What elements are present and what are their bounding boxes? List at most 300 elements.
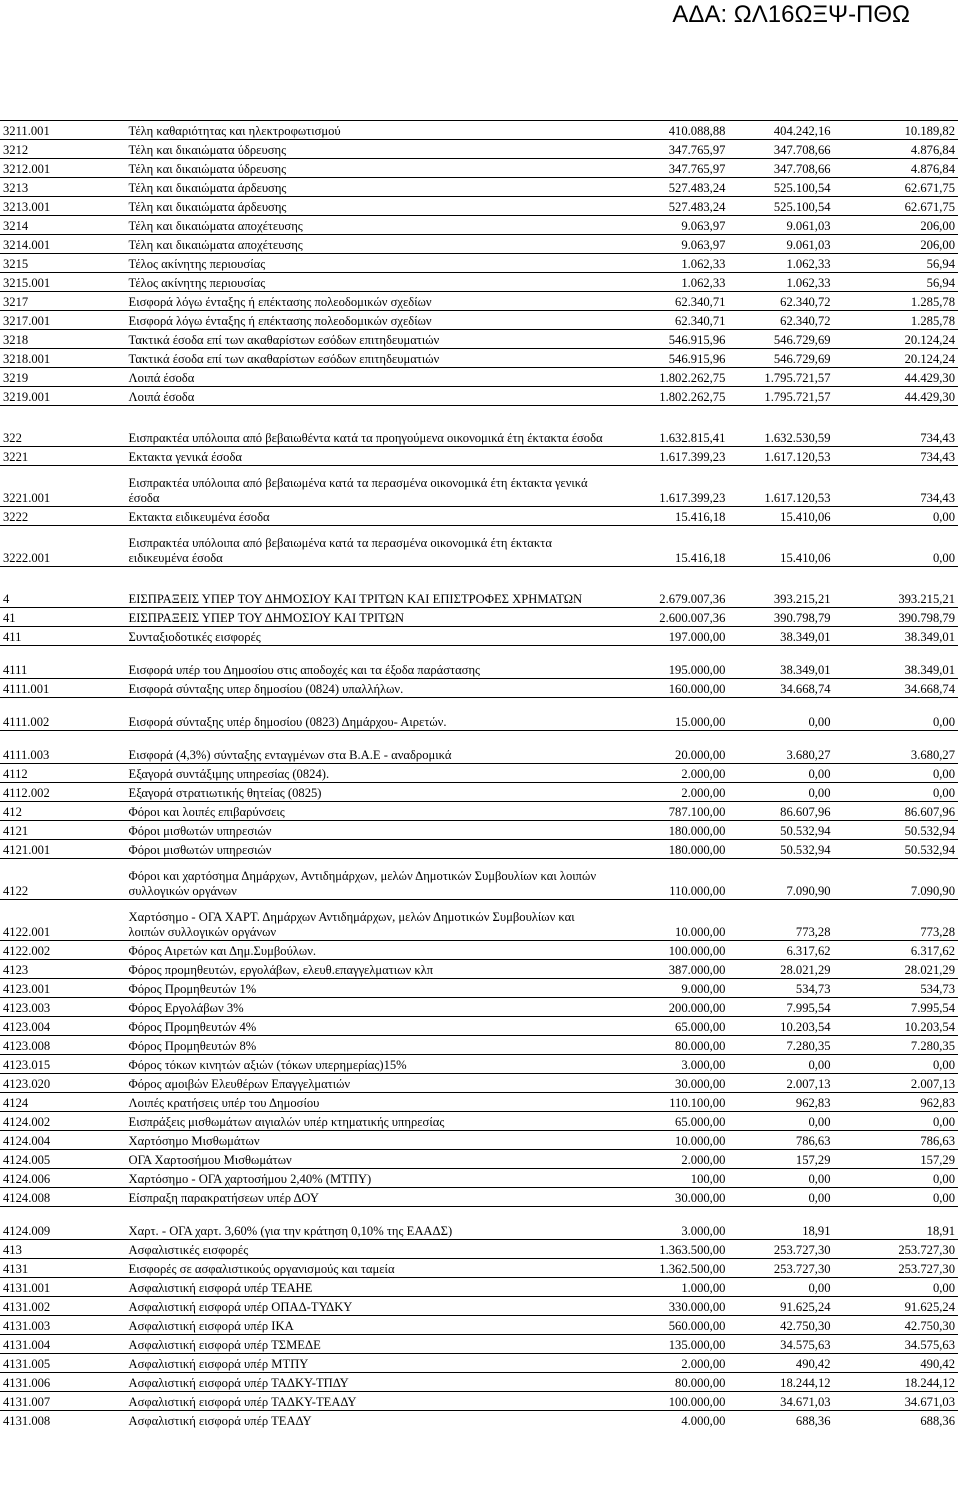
account-code-cell: 4111.001 [0, 679, 126, 698]
table-row [0, 802, 958, 821]
collected-amount-cell: 44.429,30 [834, 368, 958, 387]
table-row [0, 567, 958, 608]
certified-amount-cell: 42.750,30 [728, 1316, 833, 1335]
collected-amount-cell: 688,36 [920, 1414, 955, 1428]
certified-amount-cell: 1.617.120,53 [728, 447, 833, 466]
description-cell: Τέλος ακίνητης περιουσίας [126, 254, 610, 273]
certified-amount-cell: 0,00 [728, 1188, 833, 1207]
budgeted-amount-cell: 1.617.399,23 [609, 447, 728, 466]
account-code-cell: 3217.001 [0, 311, 126, 330]
collected-amount-cell: 0,00 [834, 1188, 958, 1207]
account-code-cell: 4123.008 [0, 1036, 126, 1055]
collected-amount-cell: 4.876,84 [834, 140, 958, 159]
certified-amount-cell: 546.729,69 [728, 330, 833, 349]
account-code-cell: 3222 [0, 507, 126, 526]
certified-amount-cell: 9.061,03 [728, 216, 833, 235]
budgeted-amount-cell: 387.000,00 [609, 960, 728, 979]
certified-amount-cell: 15.410,06 [728, 507, 833, 526]
certified-amount-cell: 0,00 [728, 698, 833, 731]
certified-amount-cell: 347.708,66 [728, 140, 833, 159]
collected-amount-cell: 734,43 [834, 447, 958, 466]
description-cell: Φόρος προμηθευτών, εργολάβων, ελευθ.επαγγελματιων κλπ [126, 960, 610, 979]
certified-amount-cell: 34.671,03 [728, 1392, 833, 1411]
budgeted-amount-cell: 527.483,24 [609, 178, 728, 197]
collected-amount-cell: 50.532,94 [834, 821, 958, 840]
description-cell: Ασφαλιστική εισφορά υπέρ ΙΚΑ [126, 1316, 610, 1335]
collected-amount-cell: 20.124,24 [834, 349, 958, 368]
description-cell: Τέλη και δικαιώματα ύδρευσης [126, 159, 610, 178]
certified-amount-cell: 0,00 [728, 764, 833, 783]
description-cell: Χαρτόσημο - ΟΓΑ χαρτοσήμου 2,40% (ΜΤΠΥ) [126, 1169, 610, 1188]
table-row [0, 1112, 958, 1131]
budgeted-amount-cell: 10.000,00 [609, 1131, 728, 1150]
budgeted-amount-cell: 197.000,00 [609, 627, 728, 646]
budgeted-amount-cell: 2.000,00 [609, 1150, 728, 1169]
certified-amount-cell: 38.349,01 [728, 627, 833, 646]
table-row [0, 235, 958, 254]
table-row [0, 1354, 958, 1373]
account-code-cell: 3215.001 [0, 273, 126, 292]
certified-amount-cell: 404.242,16 [728, 121, 833, 140]
account-code-cell: 4 [0, 567, 126, 608]
budgeted-amount-cell: 2.679.007,36 [609, 567, 728, 608]
description-cell: Εισφορά υπέρ του Δημοσίου στις αποδοχές και τα έξοδα παράστασης [126, 646, 610, 679]
collected-amount-cell: 34.668,74 [834, 679, 958, 698]
table-row [0, 1093, 958, 1112]
account-code-cell: 4131.005 [0, 1354, 126, 1373]
budgeted-amount-cell: 62.340,71 [609, 292, 728, 311]
certified-amount-cell: 28.021,29 [728, 960, 833, 979]
budgeted-amount-cell: 15.416,18 [609, 526, 728, 567]
collected-amount-cell: 56,94 [834, 254, 958, 273]
account-code-cell: 4122.002 [0, 941, 126, 960]
certified-amount-cell: 1.795.721,57 [728, 387, 833, 406]
account-code-cell: 4123.004 [0, 1017, 126, 1036]
collected-amount-cell: 0,00 [834, 1278, 958, 1297]
table-row [0, 1259, 958, 1278]
collected-amount-cell: 7.280,35 [834, 1036, 958, 1055]
certified-amount-cell: 7.995,54 [728, 998, 833, 1017]
description-cell: Εισπρακτέα υπόλοιπα από βεβαιωθέντα κατά τα προηγούμενα οικονομικά έτη έκτακτα έσοδα [126, 406, 610, 447]
budgeted-amount-cell: 1.363.500,00 [609, 1240, 728, 1259]
certified-amount-cell: 786,63 [728, 1131, 833, 1150]
description-cell: ΕΙΣΠΡΑΞΕΙΣ ΥΠΕΡ ΤΟΥ ΔΗΜΟΣΙΟΥ ΚΑΙ ΤΡΙΤΩΝ [126, 608, 610, 627]
table-row [0, 998, 958, 1017]
description-cell: Φόροι και χαρτόσημα Δημάρχων, Αντιδημάρχων, μελών Δημοτικών Συμβουλίων και λοιπών συλλογικών οργάνων [126, 859, 610, 900]
table-row [0, 1297, 958, 1316]
collected-amount-cell: 10.203,54 [834, 1017, 958, 1036]
description-cell: Τέλη καθαριότητας και ηλεκτροφωτισμού [126, 121, 610, 140]
certified-amount-cell: 0,00 [728, 1169, 833, 1188]
account-code-cell: 4111.002 [0, 698, 126, 731]
collected-amount-cell: 56,94 [834, 273, 958, 292]
certified-amount-cell: 7.090,90 [728, 859, 833, 900]
description-cell: ΕΙΣΠΡΑΞΕΙΣ ΥΠΕΡ ΤΟΥ ΔΗΜΟΣΙΟΥ ΚΑΙ ΤΡΙΤΩΝ ΚΑΙ ΕΠΙΣΤΡΟΦΕΣ ΧΡΗΜΑΤΩΝ [126, 567, 610, 608]
account-code-cell: 4123.003 [0, 998, 126, 1017]
account-code-cell: 4123 [0, 960, 126, 979]
account-code-cell: 4131.003 [0, 1316, 126, 1335]
table-row [0, 1316, 958, 1335]
budgeted-amount-cell: 546.915,96 [609, 349, 728, 368]
collected-amount-cell: 7.995,54 [834, 998, 958, 1017]
table-row [0, 840, 958, 859]
collected-amount-cell: 253.727,30 [834, 1259, 958, 1278]
description-cell: Είσπραξη παρακρατήσεων υπέρ ΔΟΥ [126, 1188, 610, 1207]
collected-amount-cell: 62.671,75 [834, 178, 958, 197]
collected-amount-cell: 490,42 [834, 1354, 958, 1373]
table-row [0, 698, 958, 731]
budgeted-amount-cell: 3.000,00 [609, 1055, 728, 1074]
table-row [0, 1017, 958, 1036]
description-cell: Εισφορά σύνταξης υπέρ δημοσίου (0823) Δημάρχου- Αιρετών. [126, 698, 610, 731]
budgeted-amount-cell: 1.802.262,75 [609, 368, 728, 387]
certified-amount-cell: 9.061,03 [728, 235, 833, 254]
account-code-cell: 4121 [0, 821, 126, 840]
collected-amount-cell: 206,00 [834, 235, 958, 254]
description-cell: Φόρος αμοιβών Ελευθέρων Επαγγελματιών [126, 1074, 610, 1093]
table-row [0, 960, 958, 979]
certified-amount-cell: 50.532,94 [728, 840, 833, 859]
description-cell: Χαρτ. - ΟΓΑ χαρτ. 3,60% (για την κράτηση 0,10% της ΕΑΑΔΣ) [126, 1207, 610, 1240]
account-code-cell: 4111.003 [0, 731, 126, 764]
account-code-cell: 3219 [0, 368, 126, 387]
budgeted-amount-cell: 2.600.007,36 [609, 608, 728, 627]
collected-amount-cell: 7.090,90 [834, 859, 958, 900]
description-cell: Λοιπά έσοδα [126, 368, 610, 387]
table-row [0, 1278, 958, 1297]
collected-amount-cell: 38.349,01 [834, 646, 958, 679]
description-cell: Συνταξιοδοτικές εισφορές [126, 627, 610, 646]
budgeted-amount-cell: 100.000,00 [609, 1392, 728, 1411]
description-cell: Χαρτόσημο - ΟΓΑ ΧΑΡΤ. Δημάρχων Αντιδημάρχων, μελών Δημοτικών Συμβουλίων και λοιπών συλλογικών οργάνων [126, 900, 610, 941]
account-code-cell: 3218.001 [0, 349, 126, 368]
account-code-cell: 3215 [0, 254, 126, 273]
account-code-cell: 4124.009 [0, 1207, 126, 1240]
account-code-cell: 3211.001 [0, 121, 126, 140]
table-row [0, 1373, 958, 1392]
description-cell: Φόρος Προμηθευτών 4% [126, 1017, 610, 1036]
collected-amount-cell: 0,00 [834, 698, 958, 731]
collected-amount-cell: 0,00 [834, 783, 958, 802]
budgeted-amount-cell: 65.000,00 [609, 1017, 728, 1036]
certified-amount-cell: 3.680,27 [728, 731, 833, 764]
certified-amount-cell: 7.280,35 [728, 1036, 833, 1055]
certified-amount-cell: 393.215,21 [728, 567, 833, 608]
table-row [0, 941, 958, 960]
table-row [0, 979, 958, 998]
description-cell: Ασφαλιστική εισφορά υπέρ ΤΕΑΗΕ [126, 1278, 610, 1297]
collected-amount-cell: 18,91 [834, 1207, 958, 1240]
table-row [0, 821, 958, 840]
collected-amount-cell: 734,43 [834, 466, 958, 507]
budgeted-amount-cell: 9.000,00 [609, 979, 728, 998]
account-code-cell: 4112.002 [0, 783, 126, 802]
table-row [0, 646, 958, 679]
certified-amount-cell: 157,29 [728, 1150, 833, 1169]
certified-amount-cell: 534,73 [728, 979, 833, 998]
account-code-cell: 4112 [0, 764, 126, 783]
description-cell: Εισπρακτέα υπόλοιπα από βεβαιωμένα κατά τα περασμένα οικονομικά έτη έκτακτα ειδικευμένα έσοδα [126, 526, 610, 567]
description-cell: Εισφορά σύνταξης υπερ δημοσίου (0824) υπαλλήλων. [126, 679, 610, 698]
budgeted-amount-cell: 4.000,00 [681, 1414, 726, 1428]
certified-amount-cell: 1.617.120,53 [728, 466, 833, 507]
description-cell: Ασφαλιστική εισφορά υπέρ ΤΣΜΕΔΕ [126, 1335, 610, 1354]
collected-amount-cell: 734,43 [834, 406, 958, 447]
budgeted-amount-cell: 3.000,00 [609, 1207, 728, 1240]
budgeted-amount-cell: 2.000,00 [609, 783, 728, 802]
table-row [0, 1074, 958, 1093]
collected-amount-cell: 62.671,75 [834, 197, 958, 216]
description-cell: Φόρος Προμηθευτών 8% [126, 1036, 610, 1055]
budgeted-amount-cell: 787.100,00 [609, 802, 728, 821]
budget-table-body [0, 121, 958, 1430]
budgeted-amount-cell: 1.362.500,00 [609, 1259, 728, 1278]
description-cell: Ασφαλιστική εισφορά υπέρ ΜΤΠΥ [126, 1354, 610, 1373]
description-cell: Τακτικά έσοδα επί των ακαθαρίστων εσόδων επιτηδευματιών [126, 330, 610, 349]
budgeted-amount-cell: 15.416,18 [609, 507, 728, 526]
collected-amount-cell: 1.285,78 [834, 311, 958, 330]
collected-amount-cell: 44.429,30 [834, 387, 958, 406]
table-row [0, 859, 958, 900]
certified-amount-cell: 390.798,79 [728, 608, 833, 627]
table-row [0, 466, 958, 507]
account-code-cell: 413 [0, 1240, 126, 1259]
description-cell: Φόρος τόκων κινητών αξιών (τόκων υπερημερίας)15% [126, 1055, 610, 1074]
budgeted-amount-cell: 1.062,33 [609, 273, 728, 292]
collected-amount-cell: 34.671,03 [834, 1392, 958, 1411]
budgeted-amount-cell: 80.000,00 [609, 1373, 728, 1392]
certified-amount-cell: 490,42 [728, 1354, 833, 1373]
account-code-cell: 3212.001 [0, 159, 126, 178]
table-row [0, 273, 958, 292]
collected-amount-cell: 0,00 [834, 764, 958, 783]
budgeted-amount-cell: 30.000,00 [609, 1074, 728, 1093]
certified-amount-cell: 50.532,94 [728, 821, 833, 840]
description-cell: Εξαγορά στρατιωτικής θητείας (0825) [126, 783, 610, 802]
collected-amount-cell: 38.349,01 [834, 627, 958, 646]
collected-amount-cell: 34.575,63 [834, 1335, 958, 1354]
collected-amount-cell: 1.285,78 [834, 292, 958, 311]
table-row [0, 216, 958, 235]
table-row [0, 1207, 958, 1240]
certified-amount-cell: 15.410,06 [728, 526, 833, 567]
account-code-cell: 3217 [0, 292, 126, 311]
budgeted-amount-cell: 180.000,00 [609, 840, 728, 859]
account-code-cell: 3214.001 [0, 235, 126, 254]
account-code-cell: 4131.002 [0, 1297, 126, 1316]
table-row [0, 178, 958, 197]
description-cell: Εισπράξεις μισθωμάτων αιγιαλών υπέρ κτηματικής υπηρεσίας [126, 1112, 610, 1131]
certified-amount-cell: 962,83 [728, 1093, 833, 1112]
account-code-cell: 412 [0, 802, 126, 821]
collected-amount-cell: 0,00 [834, 1169, 958, 1188]
description-cell: Φόρος Εργολάβων 3% [126, 998, 610, 1017]
budgeted-amount-cell: 200.000,00 [609, 998, 728, 1017]
description-cell: Ασφαλιστική εισφορά υπέρ ΤΑΔΚΥ-ΤΕΑΔΥ [126, 1392, 610, 1411]
collected-amount-cell: 50.532,94 [834, 840, 958, 859]
account-code-cell: 322 [0, 406, 126, 447]
certified-amount-cell: 525.100,54 [728, 178, 833, 197]
account-code-cell: 4111 [0, 646, 126, 679]
account-code-cell: 3212 [0, 140, 126, 159]
collected-amount-cell: 42.750,30 [834, 1316, 958, 1335]
collected-amount-cell: 20.124,24 [834, 330, 958, 349]
description-cell: Εξαγορά συντάξιμης υπηρεσίας (0824). [126, 764, 610, 783]
collected-amount-cell: 86.607,96 [834, 802, 958, 821]
collected-amount-cell: 0,00 [834, 1112, 958, 1131]
table-row [0, 159, 958, 178]
account-code-cell: 4131.006 [0, 1373, 126, 1392]
collected-amount-cell: 786,63 [834, 1131, 958, 1150]
budgeted-amount-cell: 65.000,00 [609, 1112, 728, 1131]
description-cell: Φόρος Αιρετών και Δημ.Συμβούλων. [126, 941, 610, 960]
account-code-cell: 4123.015 [0, 1055, 126, 1074]
account-code-cell: 3213.001 [0, 197, 126, 216]
ada-header: ΑΔΑ: ΩΛ16ΩΞΨ-ΠΘΩ [672, 1, 910, 28]
budgeted-amount-cell: 62.340,71 [609, 311, 728, 330]
description-cell: Εισφορές σε ασφαλιστικούς οργανισμούς και ταμεία [126, 1259, 610, 1278]
collected-amount-cell: 773,28 [834, 900, 958, 941]
collected-amount-cell: 157,29 [834, 1150, 958, 1169]
budgeted-amount-cell: 1.000,00 [609, 1278, 728, 1297]
table-row [0, 1240, 958, 1259]
budgeted-amount-cell: 80.000,00 [609, 1036, 728, 1055]
collected-amount-cell: 962,83 [834, 1093, 958, 1112]
certified-amount-cell: 253.727,30 [728, 1240, 833, 1259]
collected-amount-cell: 91.625,24 [834, 1297, 958, 1316]
description-cell: ΟΓΑ Χαρτοσήμου Μισθωμάτων [126, 1150, 610, 1169]
certified-amount-cell: 253.727,30 [728, 1259, 833, 1278]
description-cell: Εισφορά (4,3%) σύνταξης ενταγμένων στα Β.Α.Ε - αναδρομικά [126, 731, 610, 764]
description-cell: Τέλη και δικαιώματα άρδευσης [126, 178, 610, 197]
description-cell: Τέλη και δικαιώματα αποχέτευσης [126, 235, 610, 254]
collected-amount-cell: 0,00 [834, 526, 958, 567]
table-row [0, 1169, 958, 1188]
budgeted-amount-cell: 560.000,00 [609, 1316, 728, 1335]
description-cell: Ασφαλιστική εισφορά υπέρ ΤΑΔΚΥ-ΤΠΔΥ [126, 1373, 610, 1392]
table-row [0, 292, 958, 311]
account-code-cell: 4124.005 [0, 1150, 126, 1169]
budgeted-amount-cell: 110.000,00 [609, 859, 728, 900]
table-row [0, 368, 958, 387]
collected-amount-cell: 390.798,79 [834, 608, 958, 627]
table-row [0, 1036, 958, 1055]
description-cell: Ασφαλιστική εισφορά υπέρ ΟΠΑΔ-ΤΥΔΚΥ [126, 1297, 610, 1316]
table-row [0, 900, 958, 941]
account-code-cell: 4124.002 [0, 1112, 126, 1131]
collected-amount-cell: 253.727,30 [834, 1240, 958, 1259]
account-code-cell: 4131.001 [0, 1278, 126, 1297]
table-row [0, 197, 958, 216]
budgeted-amount-cell: 1.062,33 [609, 254, 728, 273]
certified-amount-cell: 0,00 [728, 1055, 833, 1074]
description-cell: Τακτικά έσοδα επί των ακαθαρίστων εσόδων επιτηδευματιών [126, 349, 610, 368]
budgeted-amount-cell: 330.000,00 [609, 1297, 728, 1316]
description-cell: Φόροι μισθωτών υπηρεσιών [126, 840, 610, 859]
account-code-cell: 3214 [0, 216, 126, 235]
table-row [0, 1335, 958, 1354]
budget-table [0, 120, 958, 1429]
table-row [0, 311, 958, 330]
budgeted-amount-cell: 347.765,97 [609, 140, 728, 159]
collected-amount-cell: 4.876,84 [834, 159, 958, 178]
account-code-cell: 4123.020 [0, 1074, 126, 1093]
certified-amount-cell: 91.625,24 [728, 1297, 833, 1316]
collected-amount-cell: 18.244,12 [834, 1373, 958, 1392]
account-code-cell: 4124 [0, 1093, 126, 1112]
account-code-cell: 4122.001 [0, 900, 126, 941]
description-cell: Φόρος Προμηθευτών 1% [126, 979, 610, 998]
table-row [0, 1055, 958, 1074]
table-row [0, 526, 958, 567]
budgeted-amount-cell: 20.000,00 [609, 731, 728, 764]
certified-amount-cell: 62.340,72 [728, 311, 833, 330]
certified-amount-cell: 0,00 [728, 1112, 833, 1131]
account-code-cell: 4121.001 [0, 840, 126, 859]
table-row [0, 1150, 958, 1169]
table-row [0, 406, 958, 447]
collected-amount-cell: 0,00 [834, 1055, 958, 1074]
budgeted-amount-cell: 195.000,00 [609, 646, 728, 679]
budgeted-amount-cell: 135.000,00 [609, 1335, 728, 1354]
table-row [0, 1411, 958, 1430]
collected-amount-cell: 393.215,21 [834, 567, 958, 608]
certified-amount-cell: 525.100,54 [728, 197, 833, 216]
collected-amount-cell: 0,00 [834, 507, 958, 526]
description-cell: Ασφαλιστικές εισφορές [126, 1240, 610, 1259]
account-code-cell: 4122 [0, 859, 126, 900]
account-code-cell: 4131.007 [0, 1392, 126, 1411]
description-cell: Εκτακτα ειδικευμένα έσοδα [126, 507, 610, 526]
account-code-cell: 4123.001 [0, 979, 126, 998]
budgeted-amount-cell: 15.000,00 [609, 698, 728, 731]
certified-amount-cell: 773,28 [728, 900, 833, 941]
collected-amount-cell: 3.680,27 [834, 731, 958, 764]
table-row [0, 254, 958, 273]
certified-amount-cell: 2.007,13 [728, 1074, 833, 1093]
budgeted-amount-cell: 9.063,97 [609, 235, 728, 254]
certified-amount-cell: 1.062,33 [728, 273, 833, 292]
table-row [0, 140, 958, 159]
account-code-cell: 3218 [0, 330, 126, 349]
certified-amount-cell: 1.062,33 [728, 254, 833, 273]
description-cell: Τέλος ακίνητης περιουσίας [126, 273, 610, 292]
table-row [0, 627, 958, 646]
budgeted-amount-cell: 100,00 [609, 1169, 728, 1188]
description-cell: Λοιπά έσοδα [126, 387, 610, 406]
collected-amount-cell: 6.317,62 [834, 941, 958, 960]
table-row [0, 679, 958, 698]
table-row [0, 330, 958, 349]
description-cell: Εισπρακτέα υπόλοιπα από βεβαιωμένα κατά τα περασμένα οικονομικά έτη έκτακτα γενικά έσοδα [126, 466, 610, 507]
budgeted-amount-cell: 1.617.399,23 [609, 466, 728, 507]
certified-amount-cell: 347.708,66 [728, 159, 833, 178]
budgeted-amount-cell: 30.000,00 [609, 1188, 728, 1207]
budgeted-amount-cell: 546.915,96 [609, 330, 728, 349]
table-row [0, 764, 958, 783]
certified-amount-cell: 1.632.530,59 [728, 406, 833, 447]
budgeted-amount-cell: 2.000,00 [609, 764, 728, 783]
budgeted-amount-cell: 527.483,24 [609, 197, 728, 216]
budgeted-amount-cell: 1.632.815,41 [609, 406, 728, 447]
description-cell: Χαρτόσημο Μισθωμάτων [126, 1131, 610, 1150]
collected-amount-cell: 28.021,29 [834, 960, 958, 979]
account-code-cell: 4131.004 [0, 1335, 126, 1354]
table-row [0, 387, 958, 406]
certified-amount-cell: 38.349,01 [728, 646, 833, 679]
budgeted-amount-cell: 160.000,00 [609, 679, 728, 698]
certified-amount-cell: 86.607,96 [728, 802, 833, 821]
